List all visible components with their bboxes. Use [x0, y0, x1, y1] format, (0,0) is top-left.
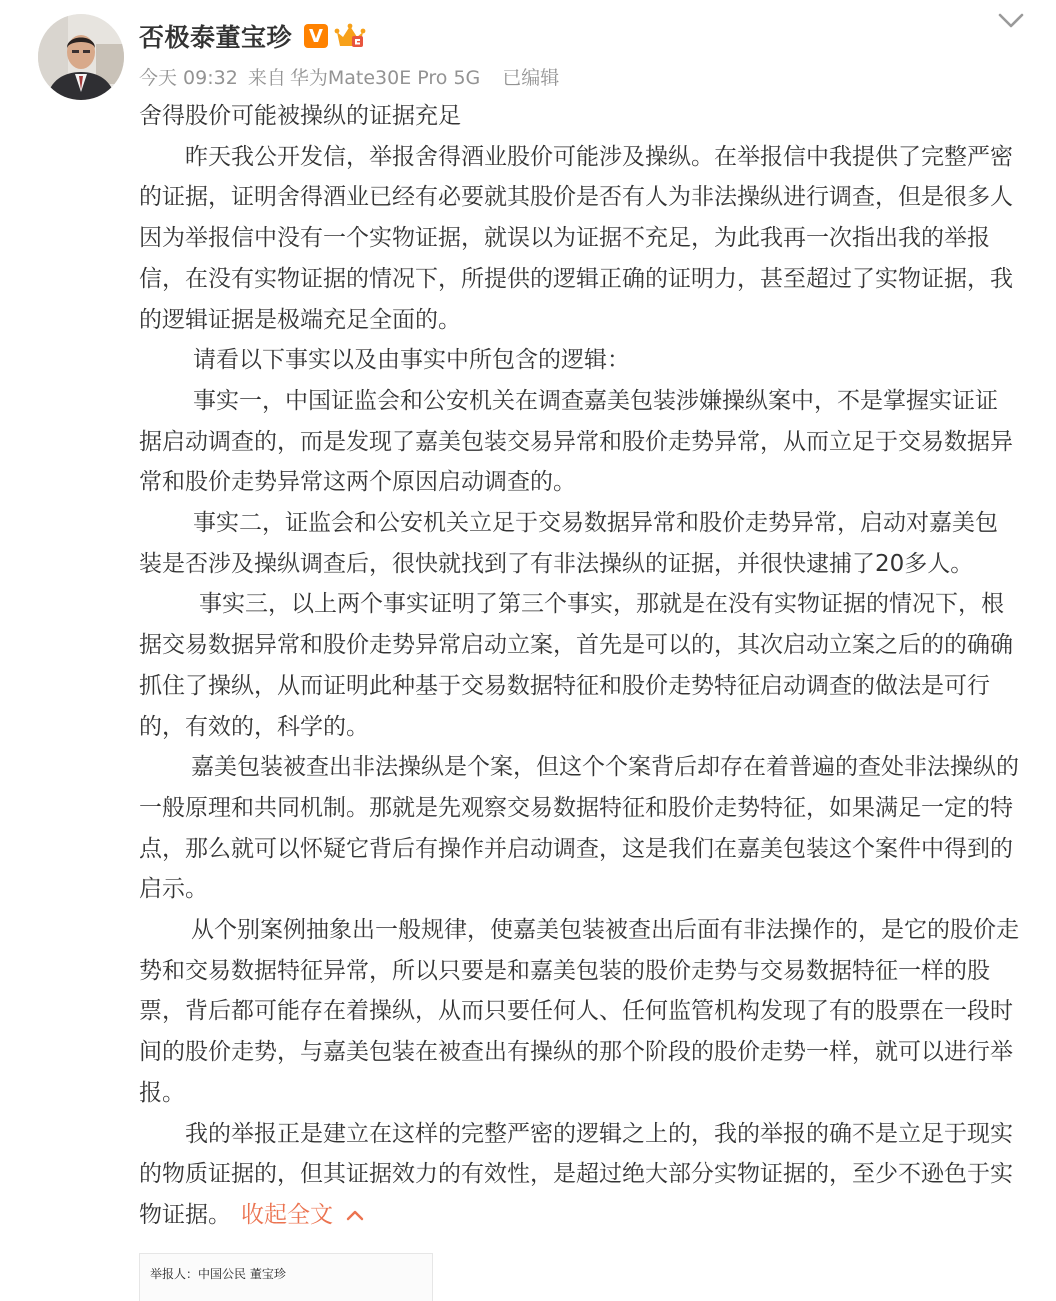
paragraph — [139, 747, 1019, 910]
paragraph-text: 我的举报正是建立在这样的完整严密的逻辑之上的，我的举报的确不是立足于现实的物质证据的，但其证据效力的有效性，是超过绝大部分实物证据的，至少不逊色于实物证据。 — [139, 1120, 1013, 1228]
verified-badge-icon: V — [304, 24, 328, 48]
post-header — [139, 16, 976, 90]
paragraph-text: 昨天我公开发信，举报舍得酒业股价可能涉及操纵。在举报信中我提供了完整严密的证据，证明舍得酒业已经有必要就其股价是否有人为非法操纵进行调查，但是很多人因为举报信中没有一个实物证据，就误以为证据不充足，为此我再一次指出我的举报信，在没有实物证据的情况下，所提供的逻辑正确的证明力，甚至超过了实物证据，我的逻辑证据是极端充足全面的。 — [139, 143, 1013, 333]
chevron-up-icon — [345, 1208, 365, 1222]
paragraph — [139, 340, 1019, 381]
paragraph — [139, 584, 1019, 747]
post-title: 舍得股价可能被操纵的证据充足 — [139, 103, 461, 129]
post-meta — [139, 63, 976, 90]
paragraph-text: 从个别案例抽象出一般规律，使嘉美包装被查出后面有非法操作的，是它的股价走势和交易数据特征异常，所以只要是和嘉美包装的股价走势与交易数据特征一样的股票，背后都可能存在着操纵，从而只要任何人、任何监管机构发现了有的股票在一段时间的股价走势，与嘉美包装在被查出有操纵的那个阶段的股价走势一样，就可以进行举报。 — [139, 917, 1019, 1106]
paragraph — [139, 381, 1019, 503]
paragraph — [139, 1114, 1019, 1236]
paragraph-text: 事实三，以上两个事实证明了第三个事实，那就是在没有实物证据的情况下，根据交易数据异常和股价走势异常启动立案，首先是可以的，其次启动立案之后的的确确抓住了操纵，从而证明此种基于交易数据特征和股价走势特征启动调查的做法是可行的，有效的，科学的。 — [139, 591, 1013, 740]
avatar-photo — [38, 14, 124, 100]
paragraph-text: 请看以下事实以及由事实中所包含的逻辑： — [193, 347, 630, 374]
source-prefix: 来自 — [247, 67, 286, 89]
paragraph — [139, 137, 1019, 341]
paragraph — [139, 503, 1019, 584]
avatar[interactable] — [38, 14, 124, 100]
collapse-text-link[interactable] — [241, 1202, 365, 1228]
author-row — [139, 16, 976, 56]
attached-image[interactable] — [139, 1253, 433, 1301]
post-time[interactable]: 今天 09:32 — [139, 67, 238, 89]
paragraph-text: 事实二，证监会和公安机关立足于交易数据异常和股价走势异常，启动对嘉美包装是否涉及操纵调查后，很快就找到了有非法操纵的证据，并很快逮捕了20多人。 — [139, 510, 998, 577]
edited-label[interactable]: 已编辑 — [502, 67, 560, 89]
post-body — [139, 96, 1019, 1236]
collapse-label: 收起全文 — [241, 1201, 333, 1228]
attachment-caption: 举报人：中国公民 董宝珍 — [150, 1267, 286, 1281]
author-name[interactable]: 否极泰董宝珍 — [139, 23, 293, 52]
paragraph-text: 事实一，中国证监会和公安机关在调查嘉美包装涉嫌操纵案中，不是掌握实证证据启动调查的，而是发现了嘉美包装交易异常和股价走势异常，从而立足于交易数据异常和股价走势异常这两个原因启动调查的。 — [139, 387, 1013, 496]
chevron-down-icon[interactable] — [996, 8, 1026, 34]
source-device: 华为Mate30E Pro 5G — [289, 67, 481, 89]
member-crown-icon[interactable] — [334, 22, 366, 50]
paragraph-text: 嘉美包装被查出非法操纵是个案，但这个个案背后却存在着普遍的查处非法操纵的一般原理和共同机制。那就是先观察交易数据特征和股价走势特征，如果满足一定的特点，那么就可以怀疑它背后有操作并启动调查，这是我们在嘉美包装这个案件中得到的启示。 — [139, 754, 1019, 903]
paragraph — [139, 910, 1019, 1114]
